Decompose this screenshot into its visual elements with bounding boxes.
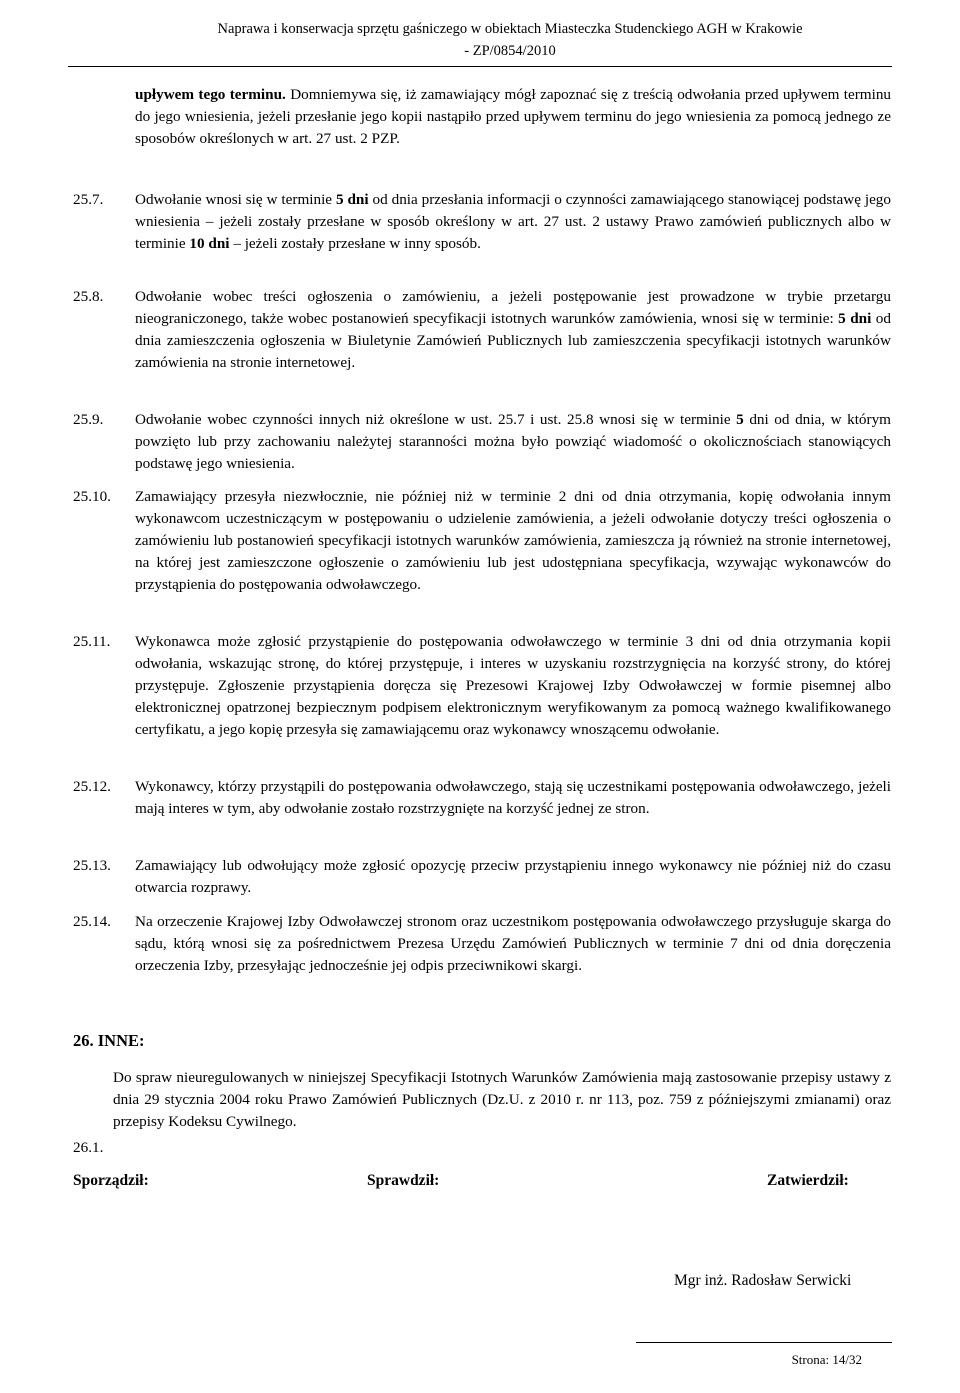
- checked-by-label: Sprawdził:: [367, 1172, 440, 1189]
- clause-number: 25.10.: [73, 488, 111, 505]
- approved-by-label: Zatwierdził:: [767, 1172, 849, 1189]
- clause-text-part: Odwołanie wobec czynności innych niż określone w ust. 25.7 i ust. 25.8 wnosi się w terminie: [135, 411, 737, 428]
- clause-bold: 5 dni: [838, 310, 872, 327]
- clause-text-part: Odwołanie wobec treści ogłoszenia o zamówieniu, a jeżeli postępowanie jest prowadzone w trybie przetargu nieograniczonego, także wobec postanowień specyfikacji istotnych warunków zamówienia, wnosi się w terminie:: [135, 288, 891, 327]
- clause-25-14: [73, 911, 891, 977]
- clause-text: [135, 189, 891, 255]
- clause-text-part: Odwołanie wnosi się w terminie: [135, 191, 336, 208]
- clause-text: Na orzeczenie Krajowej Izby Odwoławczej stronom oraz uczestnikom postępowania odwoławczego przysługuje skarga do sądu, którą wnosi się za pośrednictwem Prezesa Urzędu Zamówień Publicznych w terminie 7 dni od dnia doręczenia orzeczenia Izby, przesyłając jednocześnie jej odpis przeciwnikowi skargi.: [135, 913, 891, 974]
- clause-25-10: [73, 486, 891, 596]
- section-paragraph: Do spraw nieuregulowanych w niniejszej Specyfikacji Istotnych Warunków Zamówienia mają zastosowanie przepisy ustawy z dnia 29 stycznia 2004 roku Prawo Zamówień Publicznych (Dz.U. z 2010 r. nr 113, poz. 759 z późniejszymi zmianami) oraz przepisy Kodeksu Cywilnego.: [113, 1069, 891, 1130]
- intro-bold-start: upływem tego terminu.: [135, 86, 286, 103]
- clause-number: 25.12.: [73, 778, 111, 795]
- header-divider: [68, 66, 892, 67]
- header-reference: - ZP/0854/2010: [464, 43, 556, 59]
- clause-number: 25.14.: [73, 913, 111, 930]
- clause-25-13: [73, 855, 891, 899]
- clause-25-7: [73, 189, 891, 255]
- clause-text: Wykonawcy, którzy przystąpili do postępowania odwoławczego, stają się uczestnikami postępowania odwoławczego, jeżeli mają interes w tym, aby odwołanie zostało rozstrzygnięte na korzyść jednej ze stron.: [135, 778, 891, 817]
- clause-text: [135, 409, 891, 475]
- clause-text-part: od dnia przesłania informacji o czynności zamawiającego stanowiącej podstawę jego wniesienia – jeżeli zostały przesłane w sposób określony w art. 27 ust. 2 ustawy Prawo zamówień publicznych albo w terminie: [135, 191, 891, 252]
- prepared-by-label: Sporządził:: [73, 1172, 149, 1189]
- clause-25-8: [73, 286, 891, 374]
- header-title: Naprawa i konserwacja sprzętu gaśniczego w obiektach Miasteczka Studenckiego AGH w Krakowie: [217, 21, 803, 37]
- clause-25-9: [73, 409, 891, 475]
- intro-text: Domniemywa się, iż zamawiający mógł zapoznać się z treścią odwołania przed upływem terminu do jego wniesienia, jeżeli przesłanie jego kopii nastąpiło przed upływem terminu do jego wniesienia za pomocą jednego ze sposobów określonych w art. 27 ust. 2 PZP.: [135, 86, 892, 147]
- clause-number: 25.11.: [73, 633, 111, 650]
- signer-name: Mgr inż. Radosław Serwicki: [674, 1272, 852, 1289]
- page-number: Strona: 14/32: [791, 1352, 862, 1367]
- clause-text-part: od dnia zamieszczenia ogłoszenia w Biuletynie Zamówień Publicznych lub zamieszczenia specyfikacji istotnych warunków zamówienia na stronie internetowej.: [135, 310, 891, 371]
- clause-number: 25.9.: [73, 411, 104, 428]
- page-header: [110, 18, 910, 62]
- clause-number: 25.7.: [73, 191, 104, 208]
- clause-text-part: dni od dnia, w którym powzięto lub przy zachowaniu należytej staranności można było powziąć wiadomość o okolicznościach stanowiących podstawę jego wniesienia.: [135, 411, 891, 472]
- clause-text: Zamawiający lub odwołujący może zgłosić opozycję przeciw przystąpieniu innego wykonawcy nie później niż do czasu otwarcia rozprawy.: [135, 857, 891, 896]
- clause-text: [135, 286, 891, 374]
- clause-text: Wykonawca może zgłosić przystąpienie do postępowania odwoławczego w terminie 3 dni od dnia otrzymania kopii odwołania, wskazując stronę, do której przystępuje, i interes w uzyskaniu rozstrzygnięcia na korzyść strony, do której przystępuje. Zgłoszenie przystąpienia doręcza się Prezesowi Krajowej Izby Odwoławczej w formie pisemnej albo elektronicznej opatrzonej bezpiecznym podpisem elektronicznym weryfikowanym za pomocą ważnego kwalifikowanego certyfikatu, a jego kopię przesyła się zamawiającemu oraz wykonawcy wnoszącemu odwołanie.: [135, 633, 891, 738]
- clause-text: Zamawiający przesyła niezwłocznie, nie później niż w terminie 2 dni od dnia otrzymania, kopię odwołania innym wykonawcom uczestniczącym w postępowaniu o udzielenie zamówienia, a jeżeli odwołanie dotyczy treści ogłoszenia o zamówieniu lub postanowień specyfikacji istotnych warunków zamówienia, zamieszcza ją również na stronie internetowej, na której jest zamieszczone ogłoszenie o zamówieniu lub jest udostępniana specyfikacja, wzywając wykonawców do przystąpienia do postępowania odwoławczego.: [135, 488, 891, 593]
- footer-divider: [636, 1342, 892, 1343]
- clause-bold: 5 dni: [335, 191, 369, 208]
- clause-number: 25.8.: [73, 288, 104, 305]
- clause-number: 25.13.: [73, 857, 111, 874]
- clause-bold: 10 dni: [189, 235, 230, 252]
- subsection-number: 26.1.: [73, 1139, 104, 1156]
- clause-25-12: [73, 776, 891, 820]
- intro-paragraph: [135, 84, 891, 150]
- clause-text-part: – jeżeli zostały przesłane w inny sposób.: [229, 235, 481, 252]
- clause-25-11: [73, 631, 891, 741]
- clause-bold: 5: [736, 411, 744, 428]
- section-heading: 26. INNE:: [73, 1031, 145, 1050]
